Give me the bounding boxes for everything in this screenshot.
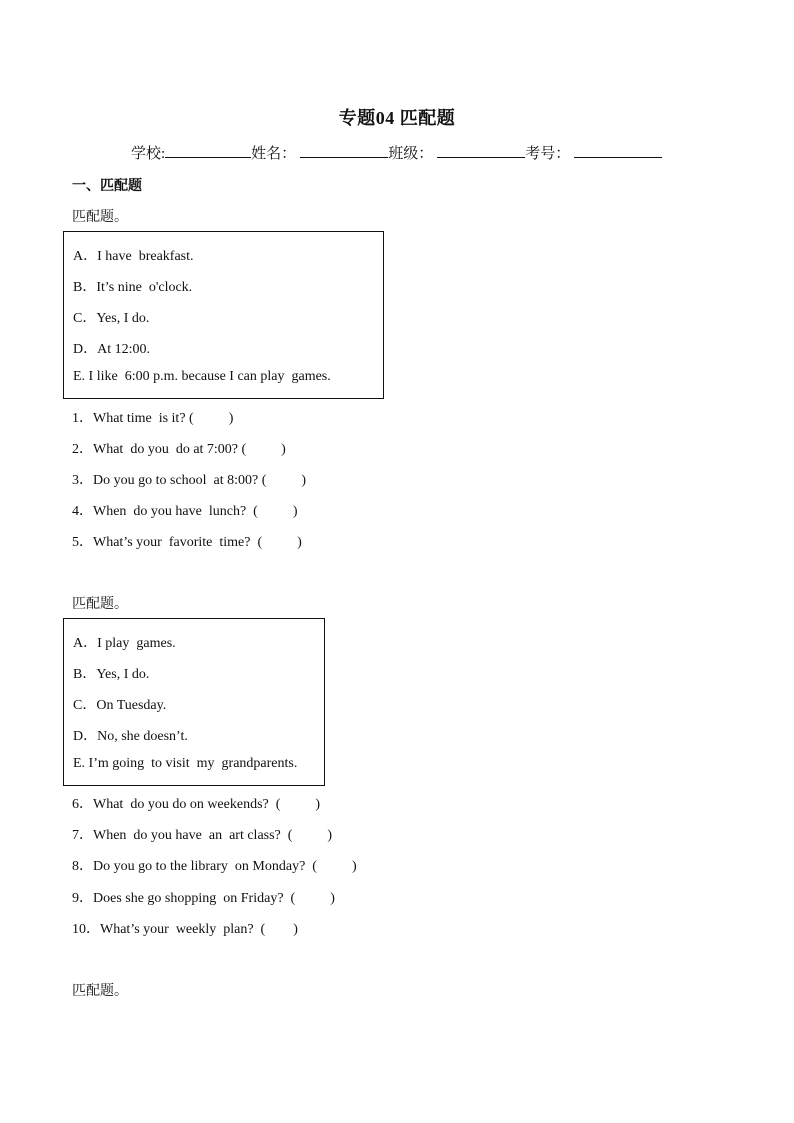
option-d: D．No, she doesn’t. — [73, 729, 188, 744]
question-8: 8．Do you go to the library on Monday? ( ) — [72, 859, 357, 874]
options-box-2 — [63, 618, 325, 786]
school-blank[interactable] — [165, 143, 251, 158]
option-e: E. I like 6:00 p.m. because I can play games. — [73, 369, 331, 384]
option-c: C．On Tuesday. — [73, 698, 167, 713]
id-blank[interactable] — [574, 143, 662, 158]
school-label: 学校: — [131, 146, 166, 162]
question-10: 10．What’s your weekly plan? ( ) — [72, 922, 298, 937]
instruction-1: 匹配题。 — [72, 210, 128, 225]
class-blank[interactable] — [437, 143, 525, 158]
class-label: 班级： — [388, 146, 434, 162]
student-info-line — [131, 142, 662, 163]
section-heading: 一、匹配题 — [72, 179, 142, 194]
name-blank[interactable] — [300, 143, 388, 158]
option-d: D．At 12:00. — [73, 342, 150, 357]
question-3: 3．Do you go to school at 8:00? ( ) — [72, 473, 307, 488]
question-2: 2．What do you do at 7:00? ( ) — [72, 442, 286, 457]
question-6: 6．What do you do on weekends? ( ) — [72, 797, 321, 812]
instruction-2: 匹配题。 — [72, 597, 128, 612]
question-4: 4．When do you have lunch? ( ) — [72, 504, 298, 519]
page-title: 专题04 匹配题 — [338, 108, 456, 128]
question-9: 9．Does she go shopping on Friday? ( ) — [72, 891, 335, 906]
option-c: C．Yes, I do. — [73, 311, 150, 326]
id-label: 考号： — [525, 146, 571, 162]
option-a: A．I play games. — [73, 636, 176, 651]
question-1: 1．What time is it? ( ) — [72, 411, 234, 426]
option-b: B．It’s nine o'clock. — [73, 280, 193, 295]
question-5: 5．What’s your favorite time? ( ) — [72, 535, 302, 550]
option-e: E. I’m going to visit my grandparents. — [73, 756, 298, 771]
options-box-1 — [63, 231, 384, 399]
option-b: B．Yes, I do. — [73, 667, 150, 682]
name-label: 姓名： — [251, 146, 297, 162]
question-7: 7．When do you have an art class? ( ) — [72, 828, 333, 843]
instruction-3: 匹配题。 — [72, 984, 128, 999]
option-a: A．I have breakfast. — [73, 249, 194, 264]
